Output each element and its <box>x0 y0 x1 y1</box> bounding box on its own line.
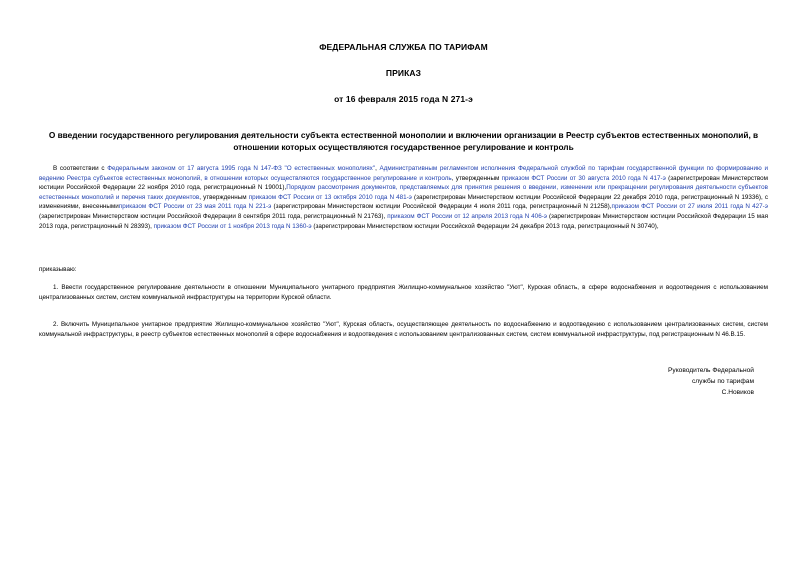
preamble-text: (зарегистрирован Министерством юстиции Российской Федерации 24 декабря 2013 года, регистрационный N 30740), <box>311 222 659 230</box>
agency-heading: ФЕДЕРАЛЬНАЯ СЛУЖБА ПО ТАРИФАМ <box>319 42 488 52</box>
order-word: приказываю: <box>39 266 77 273</box>
link-federal-law[interactable]: Федеральным законом от 17 августа 1995 года N 147-ФЗ "О естественных монополиях" <box>107 165 376 172</box>
signature-line-2: службы по тарифам <box>691 378 754 385</box>
preamble-text: (зарегистрирован Министерством юстиции Российской Федерации 4 июля 2011 года, регистрационный N 21258), <box>271 203 612 211</box>
preamble-text: (зарегистрирован Министерством юстиции Российской Федерации 22 декабря 2010 года, регистрационный N 19336), с изменениями, внесенными <box>39 193 768 211</box>
item-1: 1. Ввести государственное регулирование деятельности в отношении Муниципального унитарного предприятия Жилищно-коммунальное хозяйство "Уют", Курская область, в сфере водоснабжения и водоотведения с использованием централизованных систем, систем коммунальной инфраструктуры на территории Курской области. <box>39 284 768 301</box>
signature-block <box>668 365 754 398</box>
link-order-1360[interactable]: приказом ФСТ России от 1 ноября 2013 года N 1360-э <box>153 222 312 230</box>
document-title: О введении государственного регулирования деятельности субъекта естественной монополии и включении организации в Реестр субъектов естественных монополий, в отношении которых осуществляются государственное регулирование и контроль <box>48 130 759 152</box>
link-review-procedure[interactable]: Порядком рассмотрения документов, представляемых для принятия решения о введении, изменении или прекращении регулирования деятельности субъектов естественных монополий и перечня таких документов <box>39 184 768 201</box>
signature-name: С.Новиков <box>721 389 754 396</box>
link-order-427[interactable]: приказом ФСТ России от 27 июля 2011 года N 427-э <box>611 203 768 211</box>
preamble-text: , <box>375 165 380 172</box>
preamble-text: , утвержденным <box>451 174 502 182</box>
preamble-text: В соответствии с <box>53 165 108 172</box>
preamble-text: (зарегистрирован Министерством юстиции Российской Федерации 8 сентября 2011 года, регистрационный N 21763), <box>39 212 388 220</box>
link-order-406[interactable]: приказом ФСТ России от 12 апреля 2013 года N 406-э <box>387 212 547 220</box>
preamble-text: (зарегистрирован Министерством юстиции Российской Федерации 15 мая 2013 года, регистрационный N 28393), <box>39 212 768 230</box>
preamble-text: , утвержденным <box>199 193 249 201</box>
date-number-heading: от 16 февраля 2015 года N 271-э <box>334 94 473 104</box>
link-order-221[interactable]: приказом ФСТ России от 23 мая 2011 года N 221-э <box>118 203 272 211</box>
link-order-481[interactable]: приказом ФСТ России от 13 октября 2010 года N 481-э <box>248 193 412 201</box>
preamble-paragraph <box>39 164 768 231</box>
preamble-text: (зарегистрирован Министерством юстиции Российской Федерации 22 ноября 2010 года, регистрационный N 19001), <box>39 174 768 192</box>
item-2: 2. Включить Муниципальное унитарное предприятие Жилищно-коммунальное хозяйство "Уют", Курская область, осуществляющее деятельность по водоснабжению и водоотведению с использованием централизованных систем, систем коммунальной инфраструктуры, в реестр субъектов естественных монополий в сфере водоснабжения и водоотведения с использованием централизованных систем, систем коммунальной инфраструктуры, под регистрационным N 46.В.15. <box>39 321 768 338</box>
link-order-417[interactable]: приказом ФСТ России от 30 августа 2010 года N 417-э <box>501 174 666 182</box>
signature-line-1: Руководитель Федеральной <box>668 367 754 374</box>
link-admin-regulation[interactable]: Административным регламентом исполнения Федеральной службой по тарифам государственной функции по формированию и ведению Реестра субъектов естественных монополий, в отношении которых осуществляются государственное регулирование и контроль <box>39 165 768 182</box>
doc-type-heading: ПРИКАЗ <box>385 68 422 78</box>
